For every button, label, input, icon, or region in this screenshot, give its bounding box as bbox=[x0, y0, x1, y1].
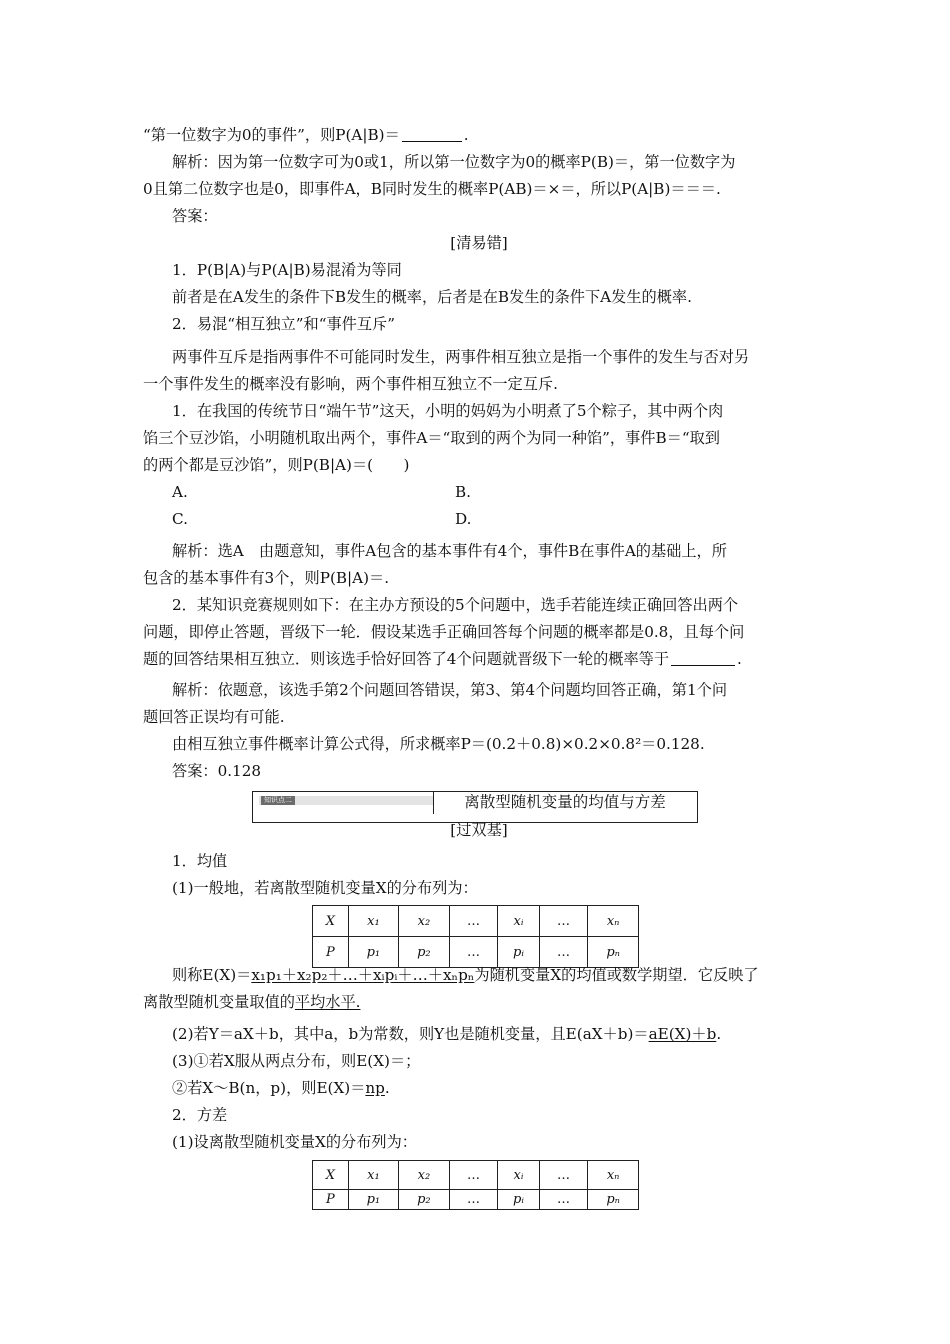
table-row bbox=[313, 906, 639, 937]
table-cell: … bbox=[539, 1190, 588, 1210]
table-cell: xₙ bbox=[588, 906, 639, 937]
table-row bbox=[313, 1190, 639, 1210]
text-line: 解析：选A 由题意知，事件A包含的基本事件有4个，事件B在事件A的基础上，所 bbox=[172, 542, 727, 560]
table-cell: pₙ bbox=[588, 937, 639, 968]
text-line: 答案： bbox=[172, 207, 218, 225]
table-cell: p₂ bbox=[399, 1190, 450, 1210]
table-cell: … bbox=[539, 906, 588, 937]
answer-blank bbox=[402, 140, 462, 142]
table-cell: x₁ bbox=[348, 906, 399, 937]
text-line bbox=[143, 989, 815, 1016]
text-line: 题回答正误均有可能. bbox=[143, 708, 285, 726]
table-cell: x₁ bbox=[348, 1161, 399, 1190]
table-cell: x₂ bbox=[399, 1161, 450, 1190]
option-b: B. bbox=[455, 483, 471, 501]
text-line: 答案：0.128 bbox=[172, 762, 262, 780]
table-cell: X bbox=[313, 906, 349, 937]
option-a: A. bbox=[172, 483, 188, 501]
answer-blank bbox=[671, 664, 735, 666]
table-cell: p₂ bbox=[399, 937, 450, 968]
text-line: 问题，即停止答题，晋级下一轮．假设某选手正确回答每个问题的概率都是0.8，且每个问 bbox=[143, 623, 745, 641]
table-cell: pᵢ bbox=[498, 937, 539, 968]
text-line: 前者是在A发生的条件下B发生的概率，后者是在B发生的条件下A发生的概率. bbox=[172, 288, 692, 306]
underlined-answer: x₁p₁＋x₂p₂＋…＋xᵢpᵢ＋…＋xₙpₙ bbox=[251, 966, 475, 984]
table-cell: … bbox=[449, 1161, 498, 1190]
text-segment: . bbox=[384, 1079, 390, 1097]
option-c: C. bbox=[172, 510, 188, 528]
text-segment: 题的回答结果相互独立．则该选手恰好回答了4个问题就晋级下一轮的概率等于 bbox=[143, 650, 670, 668]
text-line: 2．方差 bbox=[172, 1106, 228, 1124]
text-line: (3)①若X服从两点分布，则E(X)＝； bbox=[172, 1052, 421, 1070]
text-line: 由相互独立事件概率计算公式得，所求概率P＝(0.2＋0.8)×0.2×0.8²＝0.128. bbox=[172, 735, 705, 753]
distribution-table bbox=[312, 905, 639, 968]
text-line: 馅三个豆沙馅，小明随机取出两个，事件A＝“取到的两个为同一种馅”，事件B＝“取到 bbox=[143, 429, 720, 447]
section-heading: [过双基] bbox=[450, 821, 508, 839]
text-segment: 离散型随机变量取值的 bbox=[143, 993, 295, 1011]
text-segment: . bbox=[716, 1025, 722, 1043]
text-segment: . bbox=[463, 126, 469, 144]
table-cell: pᵢ bbox=[498, 1190, 539, 1210]
table-cell: pₙ bbox=[588, 1190, 639, 1210]
table-cell: … bbox=[539, 1161, 588, 1190]
text-line: 0且第二位数字也是0，即事件A，B同时发生的概率P(AB)＝×＝，所以P(A|B)＝＝＝. bbox=[143, 180, 721, 198]
text-line: 2．易混“相互独立”和“事件互斥” bbox=[172, 315, 395, 333]
option-d: D. bbox=[455, 510, 472, 528]
text-line: 解析：因为第一位数字可为0或1，所以第一位数字为0的概率P(B)＝，第一位数字为 bbox=[172, 153, 736, 171]
text-line bbox=[143, 646, 815, 673]
table-cell: P bbox=[313, 1190, 349, 1210]
table-cell: p₁ bbox=[348, 1190, 399, 1210]
table-cell: xᵢ bbox=[498, 906, 539, 937]
text-segment: 则称E(X)＝ bbox=[172, 966, 252, 984]
table-cell: … bbox=[449, 937, 498, 968]
table-cell: xₙ bbox=[588, 1161, 639, 1190]
text-segment: “第一位数字为0的事件”，则P(A|B)＝ bbox=[143, 126, 400, 144]
table-cell: … bbox=[539, 937, 588, 968]
section-tag-bar bbox=[259, 796, 433, 805]
text-line: 两事件互斥是指两事件不可能同时发生，两事件相互独立是指一个事件的发生与否对另 bbox=[172, 348, 750, 366]
text-line bbox=[172, 1021, 815, 1048]
text-line bbox=[172, 1075, 815, 1102]
text-segment: 为随机变量X的均值或数学期望．它反映了 bbox=[474, 966, 759, 984]
text-line: 1．均值 bbox=[172, 852, 228, 870]
section-heading: [清易错] bbox=[450, 234, 508, 252]
text-line: 的两个都是豆沙馅”，则P(B|A)＝( ) bbox=[143, 456, 410, 474]
table-row bbox=[313, 1161, 639, 1190]
text-line: 一个事件发生的概率没有影响，两个事件相互独立不一定互斥. bbox=[143, 375, 558, 393]
underlined-answer: np bbox=[365, 1079, 385, 1097]
text-line: 包含的基本事件有3个，则P(B|A)＝. bbox=[143, 569, 390, 587]
text-segment: ②若X～B(n，p)，则E(X)＝ bbox=[172, 1079, 366, 1097]
text-line: (1)一般地，若离散型随机变量X的分布列为： bbox=[172, 879, 478, 897]
section-title: 离散型随机变量的均值与方差 bbox=[464, 793, 666, 811]
underlined-answer: 平均水平. bbox=[294, 993, 361, 1011]
text-line bbox=[143, 122, 815, 149]
table-cell: p₁ bbox=[348, 937, 399, 968]
table-cell: x₂ bbox=[399, 906, 450, 937]
text-segment: (2)若Y＝aX＋b，其中a，b为常数，则Y也是随机变量，且E(aX＋b)＝ bbox=[172, 1025, 649, 1043]
text-line: (1)设离散型随机变量X的分布列为： bbox=[172, 1133, 417, 1151]
text-line: 1．在我国的传统节日“端午节”这天，小明的妈妈为小明煮了5个粽子，其中两个肉 bbox=[172, 402, 724, 420]
text-segment: . bbox=[737, 650, 742, 668]
text-line: 解析：依题意，该选手第2个问题回答错误，第3、第4个问题均回答正确，第1个问 bbox=[172, 681, 728, 699]
distribution-table bbox=[312, 1160, 639, 1210]
section-tag: 知识点二 bbox=[261, 796, 295, 805]
table-cell: X bbox=[313, 1161, 349, 1190]
underlined-answer: aE(X)＋b bbox=[648, 1025, 717, 1043]
table-cell: … bbox=[449, 1190, 498, 1210]
text-line bbox=[172, 962, 815, 989]
table-cell: P bbox=[313, 937, 349, 968]
table-cell: … bbox=[449, 906, 498, 937]
text-line: 2．某知识竞赛规则如下：在主办方预设的5个问题中，选手若能连续正确回答出两个 bbox=[172, 596, 739, 614]
text-line: 1．P(B|A)与P(A|B)易混淆为等同 bbox=[172, 261, 402, 279]
table-cell: xᵢ bbox=[498, 1161, 539, 1190]
